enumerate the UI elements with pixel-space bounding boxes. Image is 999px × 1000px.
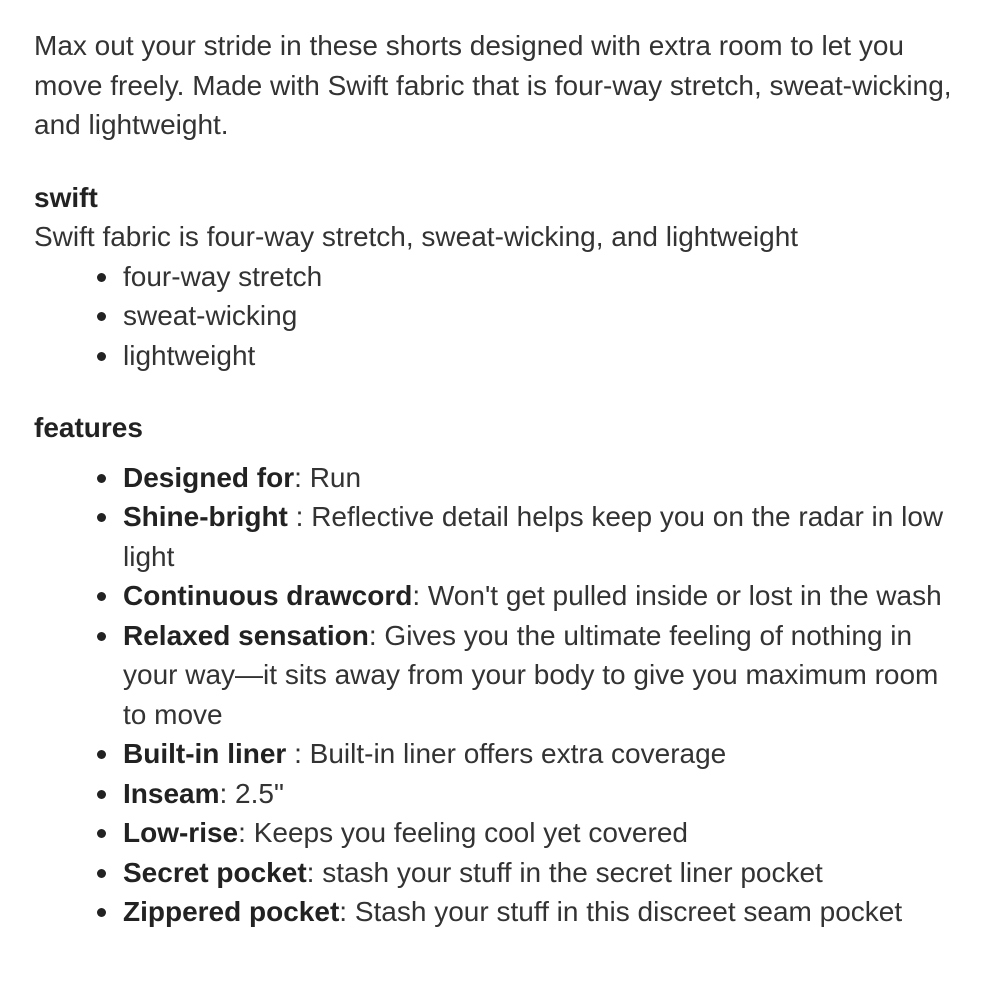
bullet-icon: [97, 790, 106, 799]
bullet-icon: [97, 273, 106, 282]
list-item: [123, 296, 964, 336]
feature-item: [123, 892, 964, 932]
feature-label: Built-in liner: [123, 738, 287, 769]
bullet-icon: [97, 474, 106, 483]
feature-text: : Gives you the ultimate feeling of nothing in your way—it sits away from your body to give you maximum room to move: [123, 619, 939, 730]
swift-description: Swift fabric is four-way stretch, sweat-wicking, and lightweight: [34, 221, 799, 252]
bullet-icon: [97, 312, 106, 321]
feature-item: [123, 734, 964, 774]
feature-label: Continuous drawcord: [123, 580, 413, 611]
features-list: [34, 458, 964, 932]
intro-paragraph: Max out your stride in these shorts designed with extra room to let you move freely. Made with Swift fabric that is four-way stretch, sweat-wicking, and lightweight.: [34, 30, 952, 140]
swift-item-text: sweat-wicking: [123, 300, 298, 331]
feature-label: Secret pocket: [123, 856, 307, 888]
feature-label: Shine-bright: [123, 501, 288, 532]
feature-item: [123, 774, 964, 814]
feature-item: [123, 616, 964, 735]
bullet-icon: [97, 869, 106, 878]
feature-text: : Built-in liner offers extra coverage: [286, 738, 727, 769]
feature-label: Inseam: [123, 777, 220, 809]
bullet-icon: [97, 750, 106, 759]
feature-item: [123, 813, 964, 853]
feature-label: Zippered pocket: [123, 896, 340, 927]
feature-text: : Run: [294, 461, 362, 493]
swift-item-text: four-way stretch: [123, 260, 323, 292]
swift-heading: swift: [34, 181, 98, 213]
feature-text: : Keeps you feeling cool yet covered: [238, 817, 688, 848]
bullet-icon: [97, 829, 106, 838]
list-item: [123, 336, 964, 376]
feature-text: : stash your stuff in the secret liner pocket: [306, 856, 823, 888]
bullet-icon: [97, 513, 106, 522]
feature-text: : Won't get pulled inside or lost in the wash: [412, 580, 942, 611]
feature-text: : 2.5": [219, 777, 284, 809]
feature-item: [123, 853, 964, 893]
bullet-icon: [97, 908, 106, 917]
features-heading: features: [34, 412, 143, 443]
feature-label: Low-rise: [123, 817, 239, 848]
feature-item: [123, 576, 964, 616]
feature-label: Relaxed sensation: [123, 619, 369, 651]
swift-list: [34, 257, 964, 376]
bullet-icon: [97, 592, 106, 601]
swift-item-text: lightweight: [123, 339, 256, 371]
feature-item: [123, 458, 964, 498]
bullet-icon: [97, 352, 106, 361]
feature-text: : Stash your stuff in this discreet seam pocket: [339, 896, 903, 927]
product-description: [34, 26, 964, 932]
bullet-icon: [97, 632, 106, 641]
feature-label: Designed for: [123, 461, 295, 493]
list-item: [123, 257, 964, 297]
feature-item: [123, 497, 964, 576]
feature-text: : Reflective detail helps keep you on the radar in low light: [123, 501, 944, 572]
